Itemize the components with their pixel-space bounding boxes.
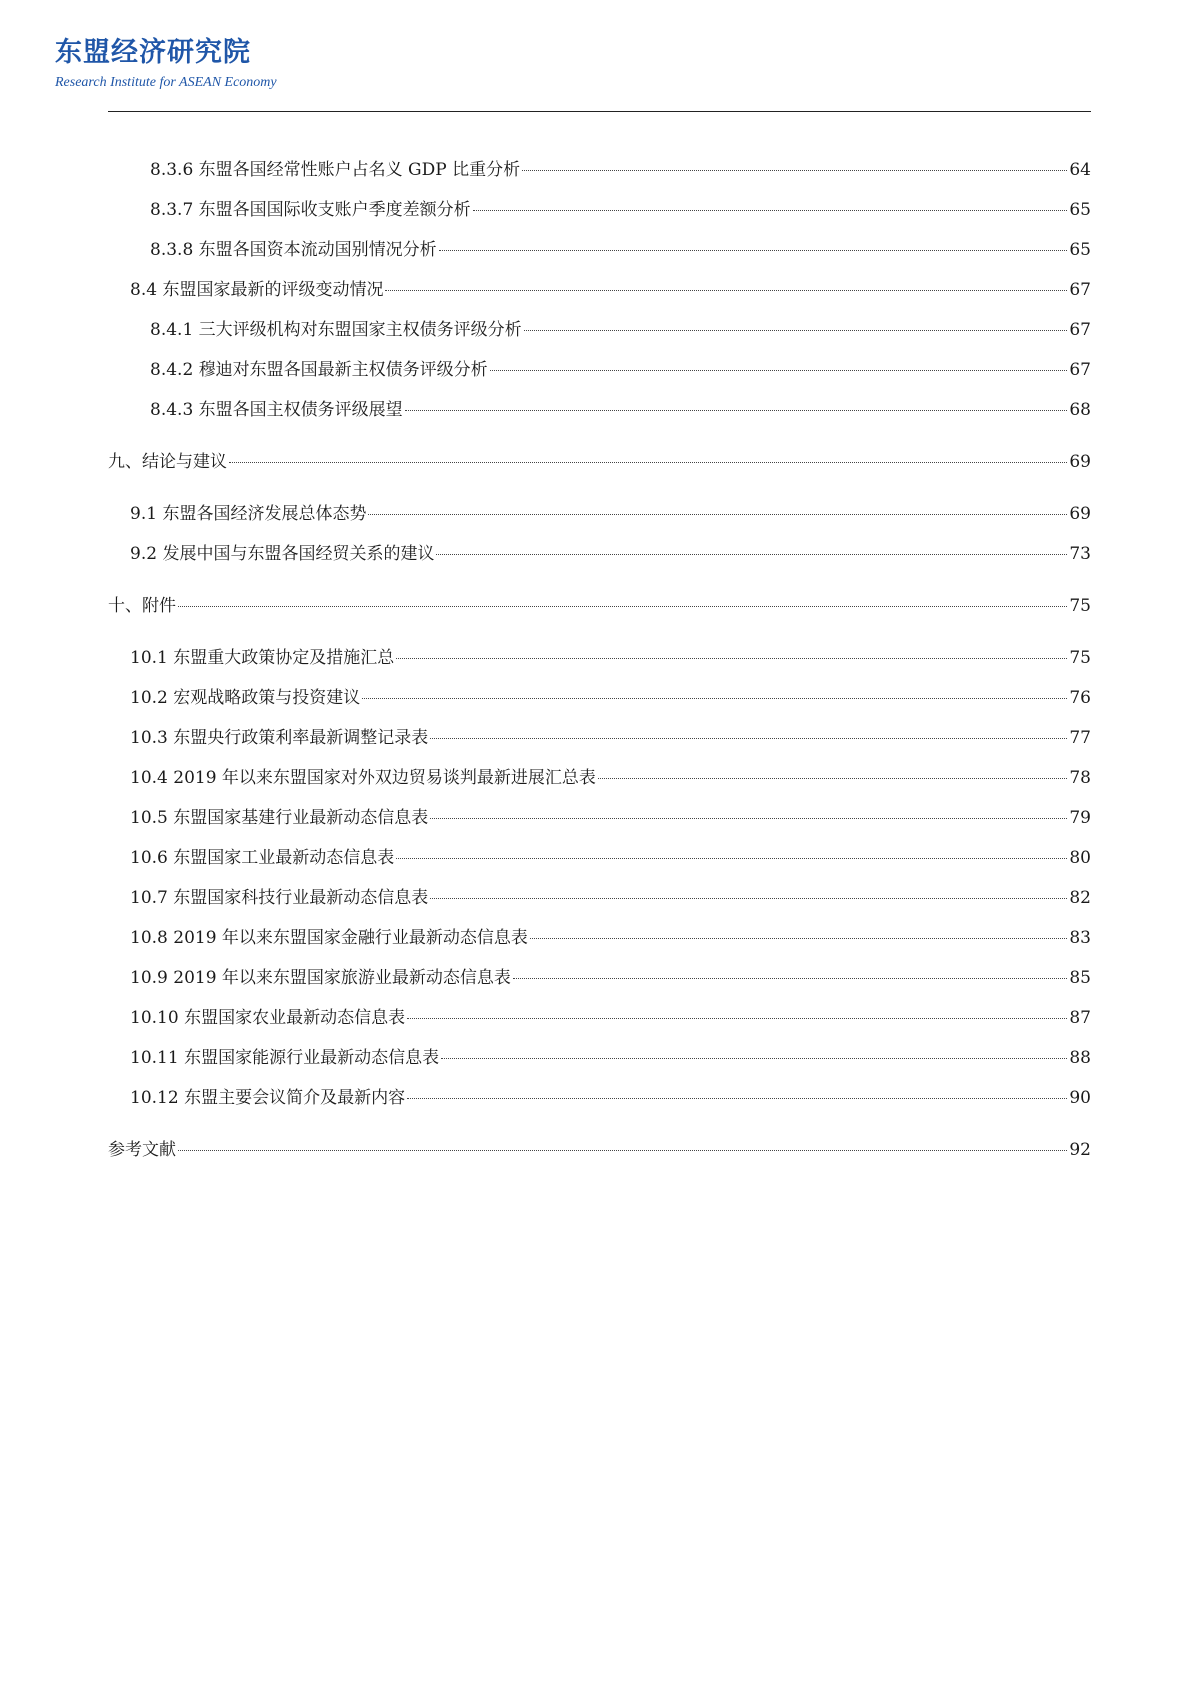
toc-entry[interactable]: [150, 198, 1091, 222]
toc-leader-dots: [178, 1149, 1067, 1151]
toc-entry-label: 9.1 东盟各国经济发展总体态势: [130, 504, 367, 524]
toc-entry[interactable]: [130, 966, 1091, 990]
toc-leader-dots: [513, 977, 1067, 979]
toc-entry[interactable]: [130, 766, 1091, 790]
toc-leader-dots: [385, 289, 1067, 291]
toc-leader-dots: [407, 1097, 1067, 1099]
header-divider: [108, 111, 1091, 112]
toc-leader-dots: [396, 657, 1067, 659]
toc-entry-label: 8.4 东盟国家最新的评级变动情况: [130, 280, 384, 300]
toc-entry-page: 67: [1069, 320, 1091, 340]
toc-entry-page: 67: [1069, 360, 1091, 380]
toc-entry-label: 10.3 东盟央行政策利率最新调整记录表: [130, 728, 429, 748]
toc-entry-page: 75: [1069, 596, 1091, 616]
toc-entry-page: 90: [1069, 1088, 1091, 1108]
toc-entry-page: 65: [1069, 200, 1091, 220]
toc-entry-page: 69: [1069, 504, 1091, 524]
toc-entry-label: 8.3.7 东盟各国国际收支账户季度差额分析: [150, 200, 471, 220]
toc-entry-label: 10.12 东盟主要会议简介及最新内容: [130, 1088, 406, 1108]
toc-entry-page: 87: [1069, 1008, 1091, 1028]
toc-entry[interactable]: [130, 846, 1091, 870]
toc-entry-label: 8.3.6 东盟各国经常性账户占名义 GDP 比重分析: [150, 160, 521, 180]
toc-leader-dots: [430, 737, 1067, 739]
toc-entry[interactable]: [130, 726, 1091, 750]
toc-entry-page: 88: [1069, 1048, 1091, 1068]
toc-entry-label: 10.4 2019 年以来东盟国家对外双边贸易谈判最新进展汇总表: [130, 768, 596, 788]
toc-entry-label: 十、附件: [108, 596, 176, 616]
toc-leader-dots: [436, 553, 1067, 555]
toc-entry[interactable]: [108, 1138, 1091, 1162]
toc-entry[interactable]: [130, 1086, 1091, 1110]
toc-leader-dots: [368, 513, 1067, 515]
toc-entry[interactable]: [150, 398, 1091, 422]
toc-leader-dots: [430, 817, 1067, 819]
toc-entry-page: 77: [1069, 728, 1091, 748]
toc-entry[interactable]: [130, 886, 1091, 910]
toc-entry-label: 10.8 2019 年以来东盟国家金融行业最新动态信息表: [130, 928, 528, 948]
org-logo-subtitle: Research Institute for ASEAN Economy: [55, 75, 277, 90]
toc-entry-label: 九、结论与建议: [108, 452, 227, 472]
toc-leader-dots: [522, 169, 1067, 171]
toc-entry-page: 92: [1069, 1140, 1091, 1160]
toc-entry-page: 73: [1069, 544, 1091, 564]
toc-entry[interactable]: [150, 358, 1091, 382]
toc-entry-label: 8.4.3 东盟各国主权债务评级展望: [150, 400, 403, 420]
toc-entry[interactable]: [130, 278, 1091, 302]
toc-entry-page: 75: [1069, 648, 1091, 668]
toc-entry-label: 9.2 发展中国与东盟各国经贸关系的建议: [130, 544, 435, 564]
toc-entry[interactable]: [130, 926, 1091, 950]
toc-entry[interactable]: [130, 686, 1091, 710]
org-logo-title: 东盟经济研究院: [55, 37, 251, 68]
toc-entry[interactable]: [130, 806, 1091, 830]
toc-leader-dots: [524, 329, 1068, 331]
toc-entry-page: 85: [1069, 968, 1091, 988]
toc-leader-dots: [598, 777, 1067, 779]
toc-entry-page: 68: [1069, 400, 1091, 420]
toc-entry[interactable]: [130, 1006, 1091, 1030]
toc-entry-label: 8.4.1 三大评级机构对东盟国家主权债务评级分析: [150, 320, 522, 340]
toc-leader-dots: [178, 605, 1067, 607]
toc-entry[interactable]: [150, 158, 1091, 182]
toc-leader-dots: [490, 369, 1068, 371]
toc-entry-label: 10.11 东盟国家能源行业最新动态信息表: [130, 1048, 440, 1068]
toc-entry-page: 78: [1069, 768, 1091, 788]
toc-leader-dots: [362, 697, 1067, 699]
toc-entry-label: 10.9 2019 年以来东盟国家旅游业最新动态信息表: [130, 968, 511, 988]
toc-entry[interactable]: [130, 646, 1091, 670]
toc-entry[interactable]: [108, 450, 1091, 474]
toc-leader-dots: [396, 857, 1067, 859]
toc-entry-label: 10.5 东盟国家基建行业最新动态信息表: [130, 808, 429, 828]
toc-entry-label: 10.10 东盟国家农业最新动态信息表: [130, 1008, 406, 1028]
toc-leader-dots: [473, 209, 1068, 211]
toc-entry-label: 8.3.8 东盟各国资本流动国别情况分析: [150, 240, 437, 260]
toc-leader-dots: [439, 249, 1068, 251]
toc-entry-label: 8.4.2 穆迪对东盟各国最新主权债务评级分析: [150, 360, 488, 380]
toc-entry-label: 10.7 东盟国家科技行业最新动态信息表: [130, 888, 429, 908]
toc-entry-page: 64: [1069, 160, 1091, 180]
toc-entry-label: 10.6 东盟国家工业最新动态信息表: [130, 848, 395, 868]
toc-leader-dots: [430, 897, 1067, 899]
toc-entry-page: 76: [1069, 688, 1091, 708]
toc-entry[interactable]: [108, 594, 1091, 618]
toc-entry-page: 82: [1069, 888, 1091, 908]
toc-leader-dots: [407, 1017, 1067, 1019]
toc-entry[interactable]: [130, 1046, 1091, 1070]
toc-leader-dots: [229, 461, 1067, 463]
toc-entry-page: 83: [1069, 928, 1091, 948]
toc-entry-page: 79: [1069, 808, 1091, 828]
toc-leader-dots: [405, 409, 1068, 411]
toc-entry[interactable]: [150, 238, 1091, 262]
toc-entry[interactable]: [150, 318, 1091, 342]
toc-entry-label: 10.1 东盟重大政策协定及措施汇总: [130, 648, 395, 668]
toc-leader-dots: [530, 937, 1067, 939]
toc-entry-label: 10.2 宏观战略政策与投资建议: [130, 688, 361, 708]
toc-entry-label: 参考文献: [108, 1140, 176, 1160]
toc-entry-page: 65: [1069, 240, 1091, 260]
header: [55, 30, 277, 91]
toc-entry[interactable]: [130, 542, 1091, 566]
toc-leader-dots: [441, 1057, 1067, 1059]
toc-entry-page: 69: [1069, 452, 1091, 472]
toc-entry[interactable]: [130, 502, 1091, 526]
toc-entry-page: 80: [1069, 848, 1091, 868]
toc-entry-page: 67: [1069, 280, 1091, 300]
